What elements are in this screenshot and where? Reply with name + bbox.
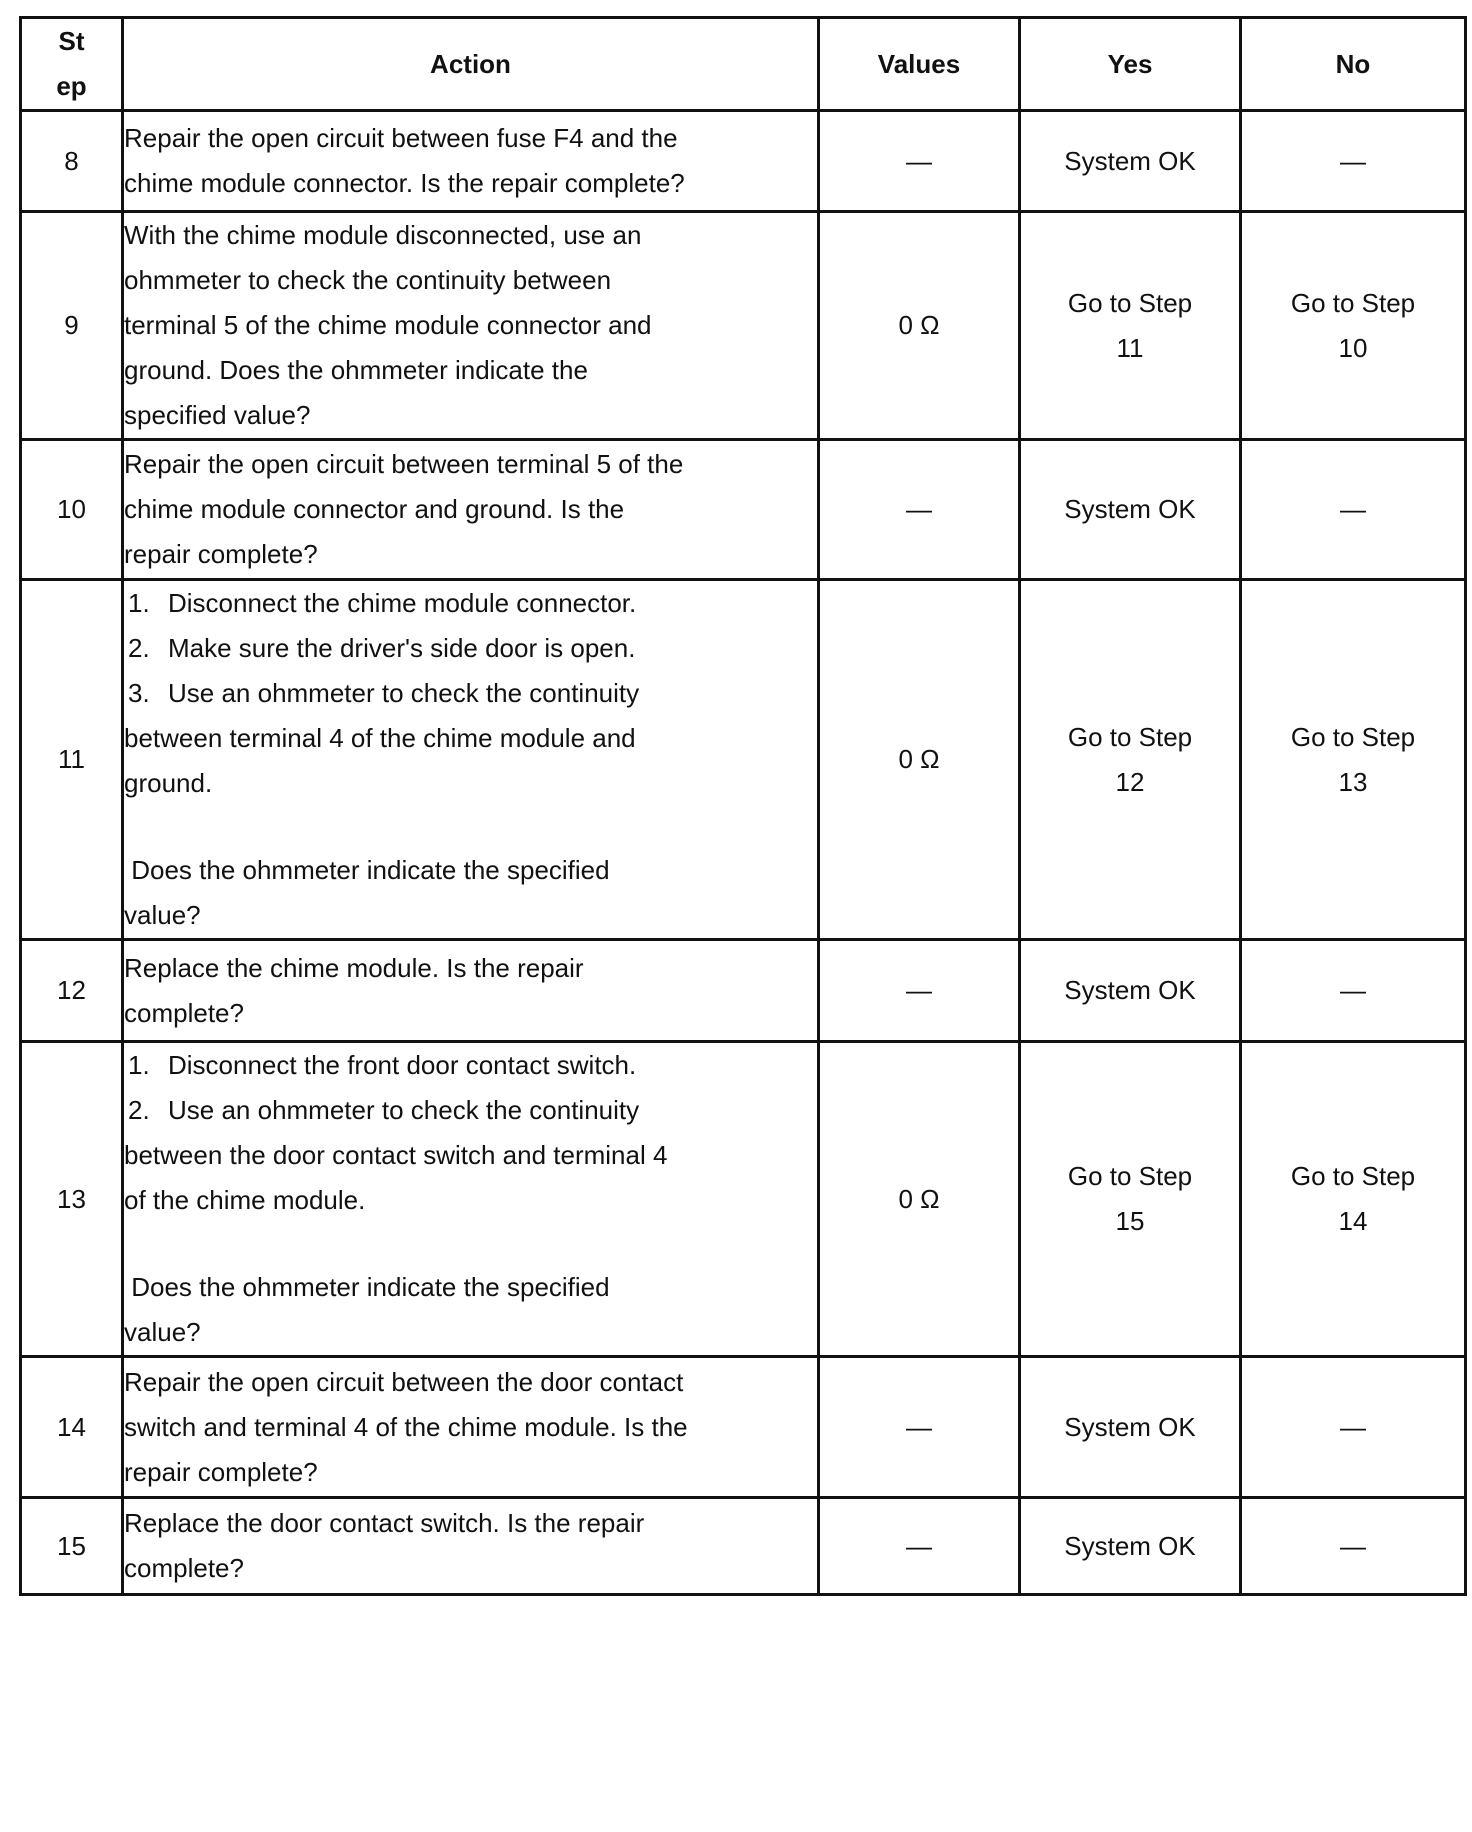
no-cell — [1241, 1042, 1466, 1357]
list-number: 2. — [128, 633, 150, 663]
list-text: Use an ohmmeter to check the continuity — [168, 678, 640, 708]
action-question: Does the ohmmeter indicate the specified — [124, 1272, 610, 1302]
step-number: 9 — [21, 212, 123, 440]
value-cell: 0 Ω — [819, 580, 1020, 940]
no-text: 14 — [1338, 1206, 1368, 1236]
no-cell — [1241, 580, 1466, 940]
action-text: between terminal 4 of the chime module and — [124, 723, 636, 753]
action-text: ground. — [124, 768, 213, 798]
action-list-item — [124, 626, 817, 671]
value-cell: — — [819, 1498, 1020, 1595]
action-cell — [123, 440, 819, 580]
list-text: Use an ohmmeter to check the continuity — [168, 1095, 640, 1125]
list-number: 1. — [128, 588, 150, 618]
no-text: 10 — [1338, 332, 1368, 363]
action-text: Replace the door contact switch. Is the repair — [124, 1508, 645, 1538]
step-number: 11 — [21, 580, 123, 940]
no-cell — [1241, 940, 1466, 1042]
action-text: of the chime module. — [124, 1185, 366, 1215]
no-cell — [1241, 1498, 1466, 1595]
header-step-part-2: ep — [56, 71, 87, 101]
list-text: Disconnect the chime module connector. — [168, 588, 637, 618]
no-text: — — [1340, 1411, 1366, 1442]
header-action: Action — [123, 18, 819, 111]
no-cell — [1241, 1357, 1466, 1498]
yes-text: System OK — [1064, 145, 1196, 176]
paragraph-gap — [124, 806, 817, 848]
action-text: ohmmeter to check the continuity between — [124, 265, 612, 295]
diagnostic-table — [19, 16, 1467, 1596]
action-text: switch and terminal 4 of the chime module. Is the — [124, 1411, 688, 1442]
action-text: Repair the open circuit between terminal 5 of the — [124, 449, 684, 479]
action-cell — [123, 1357, 819, 1498]
action-cell — [123, 212, 819, 440]
action-text: With the chime module disconnected, use an — [124, 220, 642, 250]
value-cell: — — [819, 1357, 1020, 1498]
action-text: chime module connector. Is the repair complete? — [124, 168, 685, 198]
action-cell — [123, 111, 819, 212]
no-text: 13 — [1338, 766, 1368, 797]
header-yes: Yes — [1020, 18, 1241, 111]
list-text: Disconnect the front door contact switch. — [168, 1050, 637, 1080]
step-number: 12 — [21, 940, 123, 1042]
yes-text: System OK — [1064, 975, 1196, 1005]
table-row — [21, 1042, 1466, 1357]
no-text: Go to Step — [1290, 1161, 1416, 1191]
header-row — [21, 18, 1466, 111]
action-list-item — [124, 1088, 817, 1133]
yes-text: 15 — [1115, 1206, 1145, 1236]
yes-cell — [1020, 440, 1241, 580]
yes-cell — [1020, 212, 1241, 440]
action-cell — [123, 940, 819, 1042]
step-number: 13 — [21, 1042, 123, 1357]
no-cell — [1241, 111, 1466, 212]
yes-text: System OK — [1064, 1530, 1196, 1561]
list-number: 1. — [128, 1050, 150, 1080]
yes-text: Go to Step — [1067, 721, 1193, 752]
list-text: Make sure the driver's side door is open. — [168, 633, 636, 663]
no-text: — — [1340, 1530, 1366, 1561]
value-cell: — — [819, 940, 1020, 1042]
no-text: Go to Step — [1290, 287, 1416, 318]
action-text: terminal 5 of the chime module connector and — [124, 310, 652, 340]
table-row — [21, 580, 1466, 940]
yes-text: Go to Step — [1067, 287, 1193, 318]
action-cell — [123, 1042, 819, 1357]
value-cell: — — [819, 111, 1020, 212]
header-no: No — [1241, 18, 1466, 111]
step-number: 10 — [21, 440, 123, 580]
no-text: — — [1340, 494, 1366, 524]
header-step-part-1: St — [58, 26, 85, 56]
yes-text: System OK — [1064, 494, 1196, 524]
action-text: Repair the open circuit between fuse F4 and the — [124, 123, 678, 153]
header-values: Values — [819, 18, 1020, 111]
action-cell — [123, 580, 819, 940]
no-cell — [1241, 440, 1466, 580]
action-list-item — [124, 671, 817, 716]
action-cell — [123, 1498, 819, 1595]
yes-cell — [1020, 1498, 1241, 1595]
action-text: chime module connector and ground. Is the — [124, 494, 625, 524]
action-text: between the door contact switch and terminal 4 — [124, 1140, 668, 1170]
value-cell: 0 Ω — [819, 1042, 1020, 1357]
yes-cell — [1020, 580, 1241, 940]
step-number: 14 — [21, 1357, 123, 1498]
table-body — [21, 111, 1466, 1595]
yes-cell — [1020, 1357, 1241, 1498]
value-cell: 0 Ω — [819, 212, 1020, 440]
table-row — [21, 111, 1466, 212]
step-number: 8 — [21, 111, 123, 212]
list-number: 2. — [128, 1095, 150, 1125]
action-text: ground. Does the ohmmeter indicate the — [124, 355, 588, 385]
action-text: Replace the chime module. Is the repair — [124, 952, 584, 983]
action-text: repair complete? — [124, 539, 318, 569]
action-text: complete? — [124, 1553, 244, 1583]
no-text: — — [1340, 145, 1366, 176]
no-text: Go to Step — [1290, 721, 1416, 752]
no-cell — [1241, 212, 1466, 440]
list-number: 3. — [128, 678, 150, 708]
yes-text: 11 — [1116, 332, 1144, 363]
action-list-item — [124, 581, 817, 626]
yes-text: System OK — [1064, 1411, 1196, 1442]
action-text: repair complete? — [124, 1456, 318, 1487]
action-text: complete? — [124, 997, 244, 1028]
action-question: Does the ohmmeter indicate the specified — [124, 855, 610, 885]
value-cell: — — [819, 440, 1020, 580]
action-text: specified value? — [124, 400, 311, 430]
table-row — [21, 940, 1466, 1042]
table-row — [21, 212, 1466, 440]
action-question: value? — [124, 900, 201, 930]
no-text: — — [1340, 975, 1366, 1005]
action-text: Repair the open circuit between the door contact — [124, 1366, 684, 1397]
yes-text: 12 — [1115, 766, 1145, 797]
action-question: value? — [124, 1317, 201, 1347]
header-step — [21, 18, 123, 111]
yes-cell — [1020, 940, 1241, 1042]
yes-cell — [1020, 1042, 1241, 1357]
yes-cell — [1020, 111, 1241, 212]
table-row — [21, 1357, 1466, 1498]
table-row — [21, 440, 1466, 580]
yes-text: Go to Step — [1067, 1161, 1193, 1191]
paragraph-gap — [124, 1223, 817, 1265]
action-list-item — [124, 1043, 817, 1088]
step-number: 15 — [21, 1498, 123, 1595]
table-row — [21, 1498, 1466, 1595]
